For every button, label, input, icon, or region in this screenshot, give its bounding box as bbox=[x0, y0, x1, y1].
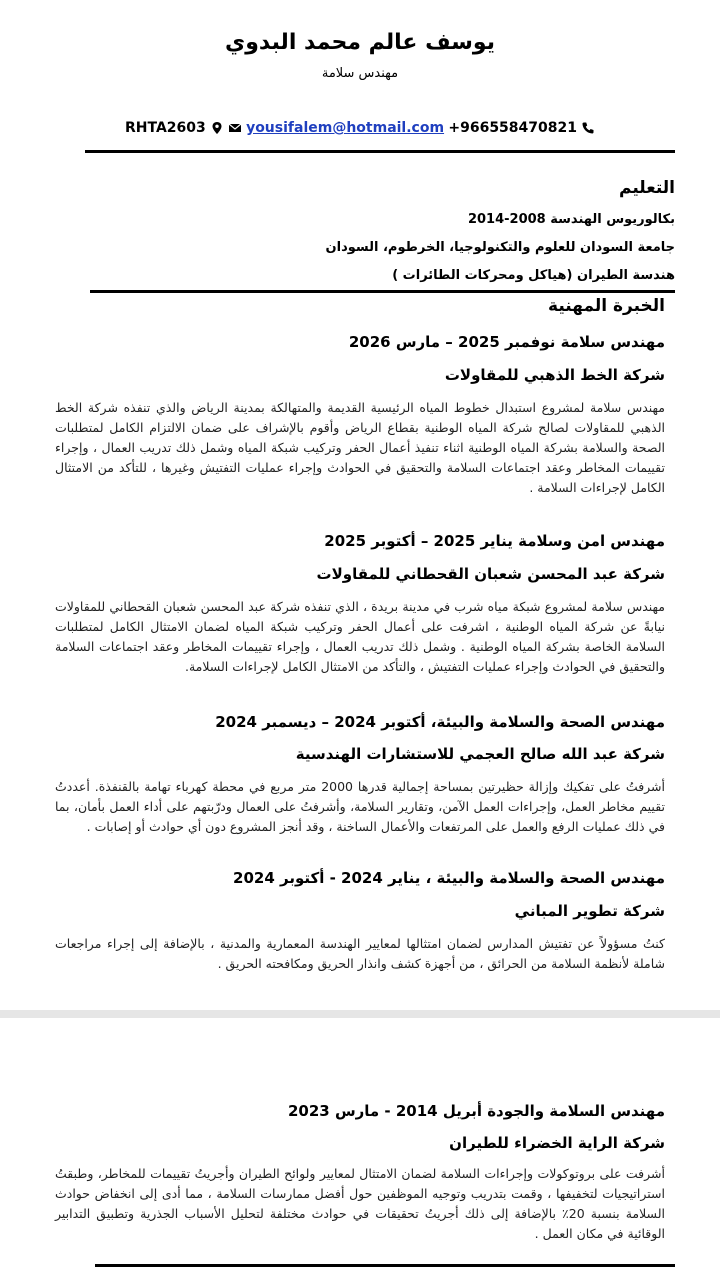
company-name: شركة عبد الله صالح العجمي للاستشارات الهندسية bbox=[295, 745, 665, 763]
job-title: مهندس سلامة نوفمبر 2025 – مارس 2026 bbox=[348, 333, 665, 351]
job-description: مهندس سلامة لمشروع استبدال خطوط المياه الرئيسية القديمة والمتهالكة بمدينة الرياض والذي تنفذه شركة الخط الذهبي للمقاولات لصالح شركة المياه الوطنية بقطاع الرياض وأقوم بالإشراف على ضمان الالتزام الكامل لمتطلبات الصحة والسلامة بشركة المياه الوطنية اثناء تنفيذ أعمال الحفر وتركيب شبكة المياه وشمل ذلك تدريب العمال ، وإجراء تقييمات المخاطر وعقد اجتماعات السلامة والتحقيق في الحوادث وإجراء عمليات التفتيش وغيرها ، للتأكد من الامتثال الكامل لإجراءات السلامة . bbox=[55, 400, 665, 495]
candidate-title: مهندس سلامة bbox=[321, 66, 399, 81]
job-title: مهندس الصحة والسلامة والبيئة ، يناير 2024 - أكتوبر 2024 bbox=[233, 869, 665, 887]
company-name: شركة الخط الذهبي للمقاولات bbox=[444, 366, 665, 384]
location-code: RHTA2603 bbox=[125, 120, 206, 136]
location-item bbox=[125, 120, 224, 136]
company-name: شركة تطوير المباني bbox=[514, 902, 665, 920]
job-description: كنتُ مسؤولاً عن تفتيش المدارس لضمان امتثالها لمعايير الهندسة المعمارية والمدنية ، بالإضافة إلى إجراء مراجعات شاملة لأنظمة السلامة من الحرائق ، من أجهزة كشف وانذار الحريق ومكافحته الحريق . bbox=[55, 936, 665, 971]
phone-icon bbox=[581, 121, 595, 135]
education-divider bbox=[90, 290, 675, 293]
company-name: شركة الراية الخضراء للطيران bbox=[449, 1134, 665, 1152]
email-item bbox=[228, 120, 444, 136]
footer-divider bbox=[95, 1264, 675, 1267]
page-break bbox=[0, 1010, 720, 1018]
phone-item bbox=[448, 120, 595, 136]
job-description: أشرفتُ على تفكيك وإزالة حظيرتين بمساحة إجمالية قدرها 2000 متر مربع في محطة كهرباء تهامة بالقنفذة. أعددتُ تقييم مخاطر العمل، وإجراءات العمل الآمن، وتقارير السلامة، وأشرفتُ على العمال ودرّبتهم على أداء العمل بأمان، بما في ذلك عمليات الرفع والعمل على المرتفعات والأعمال الساخنة ، وقد أنجز المشروع دون أي حوادث أو إصابات . bbox=[55, 779, 666, 834]
education-degree: بكالوريوس الهندسة 2008-2014 bbox=[467, 212, 675, 227]
header-divider bbox=[85, 150, 675, 153]
job-title: مهندس السلامة والجودة أبريل 2014 - مارس 2023 bbox=[287, 1102, 665, 1120]
phone-number: +966558470821 bbox=[448, 120, 577, 136]
candidate-name: يوسف عالم محمد البدوي bbox=[225, 30, 495, 55]
contact-bar bbox=[125, 120, 595, 136]
job-title: مهندس الصحة والسلامة والبيئة، أكتوبر 2024 – ديسمبر 2024 bbox=[215, 713, 665, 731]
email-link[interactable]: yousifalem@hotmail.com bbox=[246, 120, 445, 136]
education-heading: التعليم bbox=[619, 178, 675, 198]
map-pin-icon bbox=[210, 121, 224, 135]
envelope-icon bbox=[228, 121, 242, 135]
resume-page-2 bbox=[0, 1018, 720, 1270]
experience-heading: الخبرة المهنية bbox=[548, 296, 665, 316]
company-name: شركة عبد المحسن شعبان القحطاني للمقاولات bbox=[316, 565, 665, 583]
job-description: مهندس سلامة لمشروع شبكة مياه شرب في مدينة بريدة ، الذي تنفذه شركة عبد المحسن شعبان القحطاني للمقاولات نيابةً عن شركة المياه الوطنية ، اشرفت على أعمال الحفر وتركيب شبكة المياه لضمان الامتثال الكامل لمتطلبات السلامة الخاصة بشركة المياه الوطنية . وشمل ذلك تدريب العمال ، وإجراء تقييمات المخاطر وعقد اجتماعات السلامة والتحقيق في الحوادث وإجراء عمليات التفتيش ، والتأكد من الامتثال الكامل لإجراءات السلامة. bbox=[55, 599, 665, 674]
education-major: هندسة الطيران (هياكل ومحركات الطائرات ) bbox=[392, 268, 675, 283]
education-university: جامعة السودان للعلوم والتكنولوجيا، الخرطوم، السودان bbox=[325, 240, 675, 255]
job-description: أشرفت على بروتوكولات وإجراءات السلامة لضمان الامتثال لمعايير ولوائح الطيران وأجريتُ تقييمات للمخاطر، وطبقتُ استراتيجيات لتخفيفها ، وقمت بتدريب وتوجيه الموظفين حول أفضل ممارسات السلامة ، مما أدى إلى انخفاض حوادث السلامة بنسبة 20٪ بالإضافة إلى ذلك أجريتُ تحقيقات في حوادث مختلفة لتحليل الأسباب الجذرية وتطبيق التدابير الوقائية في مكان العمل . bbox=[55, 1166, 665, 1241]
job-title: مهندس امن وسلامة يناير 2025 – أكتوبر 2025 bbox=[324, 532, 665, 550]
